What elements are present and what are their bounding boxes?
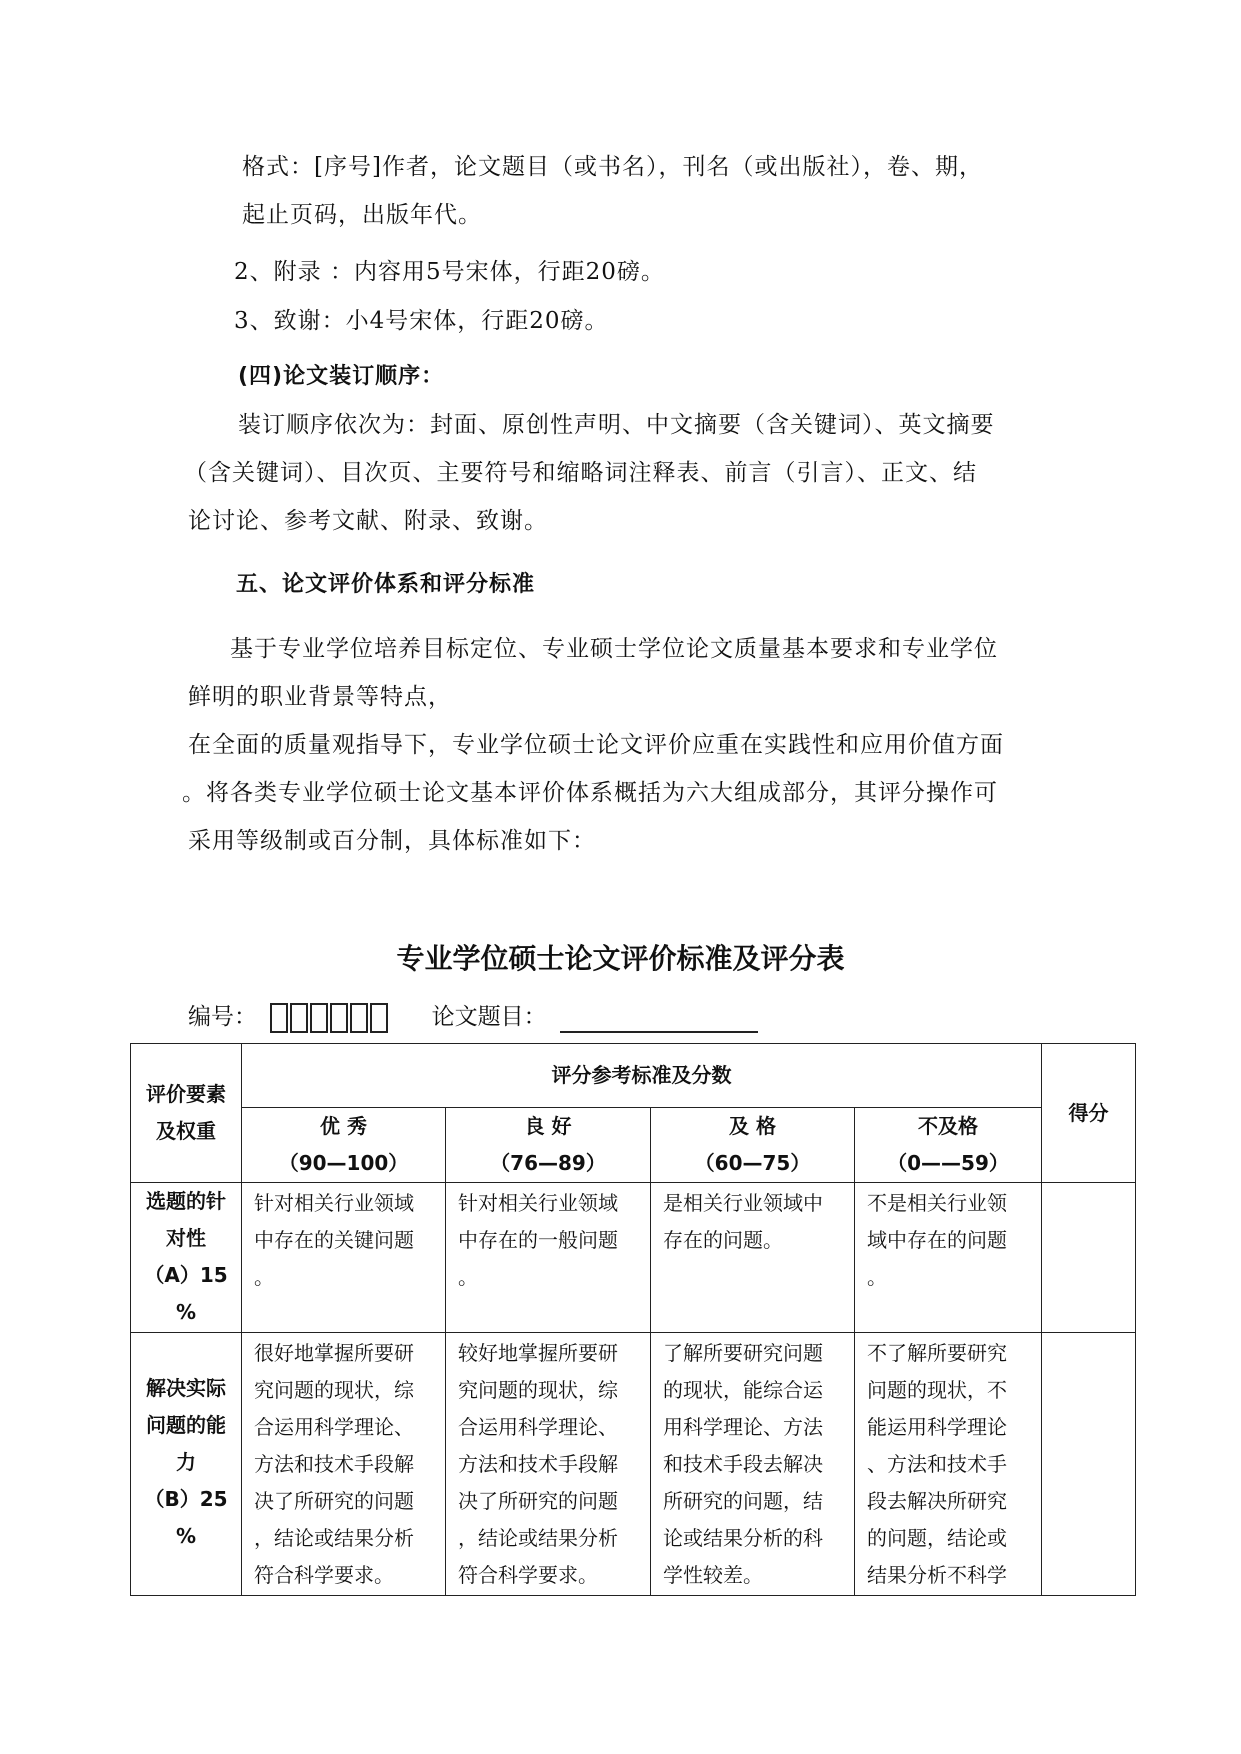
format-line-1: 格式：[序号]作者，论文题目（或书名），刊名（或出版社），卷、期，: [242, 154, 983, 180]
number-box: [370, 1003, 388, 1033]
evaluation-table: [130, 1043, 1136, 1596]
row-a-pass: 是相关行业领域中 存在的问题。: [651, 1183, 855, 1333]
meta-line: [188, 998, 758, 1033]
number-box: [270, 1003, 288, 1033]
binding-line-2: （含关键词）、目次页、主要符号和缩略词注释表、前言（引言）、正文、结: [184, 460, 977, 486]
grade-good-header: 良 好 （76—89）: [446, 1108, 651, 1183]
number-box: [350, 1003, 368, 1033]
eval-line-2: 鲜明的职业背景等特点，: [188, 684, 452, 710]
grade-fail-header: 不及格 （0——59）: [855, 1108, 1042, 1183]
row-a-good: 针对相关行业领域 中存在的一般问题 。: [446, 1183, 651, 1333]
thesis-title-blank: [560, 1009, 758, 1033]
binding-order-heading: (四)论文装订顺序：: [238, 364, 445, 389]
number-box: [330, 1003, 348, 1033]
table-title: 专业学位硕士论文评价标准及评分表: [396, 942, 845, 975]
binding-line-1: 装订顺序依次为：封面、原创性声明、中文摘要（含关键词）、英文摘要: [238, 412, 995, 438]
row-a-fail: 不是相关行业领 域中存在的问题 。: [855, 1183, 1042, 1333]
thanks-rule: 3、致谢：小4号宋体，行距20磅。: [234, 308, 609, 334]
section-5-heading: 五、论文评价体系和评分标准: [236, 572, 536, 597]
number-box: [310, 1003, 328, 1033]
number-box: [290, 1003, 308, 1033]
format-line-2: 起止页码，出版年代。: [242, 202, 482, 228]
criteria-header: 评分参考标准及分数: [242, 1044, 1042, 1108]
binding-line-3: 论讨论、参考文献、附录、致谢。: [188, 508, 548, 534]
grade-pass-header: 及 格 （60—75）: [651, 1108, 855, 1183]
score-header: 得分: [1042, 1044, 1136, 1183]
row-b-fail: 不了解所要研究 问题的现状，不 能运用科学理论 、方法和技术手 段去解决所研究 的问题，结论或 结果分析不科学: [855, 1333, 1042, 1596]
number-label: 编号：: [188, 1004, 257, 1030]
row-a-excellent: 针对相关行业领域 中存在的关键问题 。: [242, 1183, 446, 1333]
thesis-title-label: 论文题目：: [431, 1004, 547, 1030]
eval-line-5: 采用等级制或百分制，具体标准如下：: [188, 828, 596, 854]
row-b-pass: 了解所要研究问题 的现状，能综合运 用科学理论、方法 和技术手段去解决 所研究的问题，结 论或结果分析的科 学性较差。: [651, 1333, 855, 1596]
eval-line-3: 在全面的质量观指导下，专业学位硕士论文评价应重在实践性和应用价值方面: [188, 732, 1004, 758]
row-a-label: 选题的针 对性 （A）15 %: [131, 1183, 242, 1333]
corner-header: 评价要素 及权重: [131, 1044, 242, 1183]
appendix-rule: 2、附录 ：内容用5号宋体，行距20磅。: [234, 259, 665, 285]
eval-line-4: 。将各类专业学位硕士论文基本评价体系概括为六大组成部分，其评分操作可: [182, 780, 998, 806]
row-b-score: [1042, 1333, 1136, 1596]
row-b-excellent: 很好地掌握所要研 究问题的现状，综 合运用科学理论、 方法和技术手段解 决了所研究的问题 ，结论或结果分析 符合科学要求。: [242, 1333, 446, 1596]
row-a-score: [1042, 1183, 1136, 1333]
number-boxes: [270, 1003, 390, 1033]
row-b-label: 解决实际 问题的能 力 （B）25 %: [131, 1333, 242, 1596]
eval-line-1: 基于专业学位培养目标定位、专业硕士学位论文质量基本要求和专业学位: [230, 636, 998, 662]
row-b-good: 较好地掌握所要研 究问题的现状，综 合运用科学理论、 方法和技术手段解 决了所研究的问题 ，结论或结果分析 符合科学要求。: [446, 1333, 651, 1596]
grade-excellent-header: 优 秀 （90—100）: [242, 1108, 446, 1183]
